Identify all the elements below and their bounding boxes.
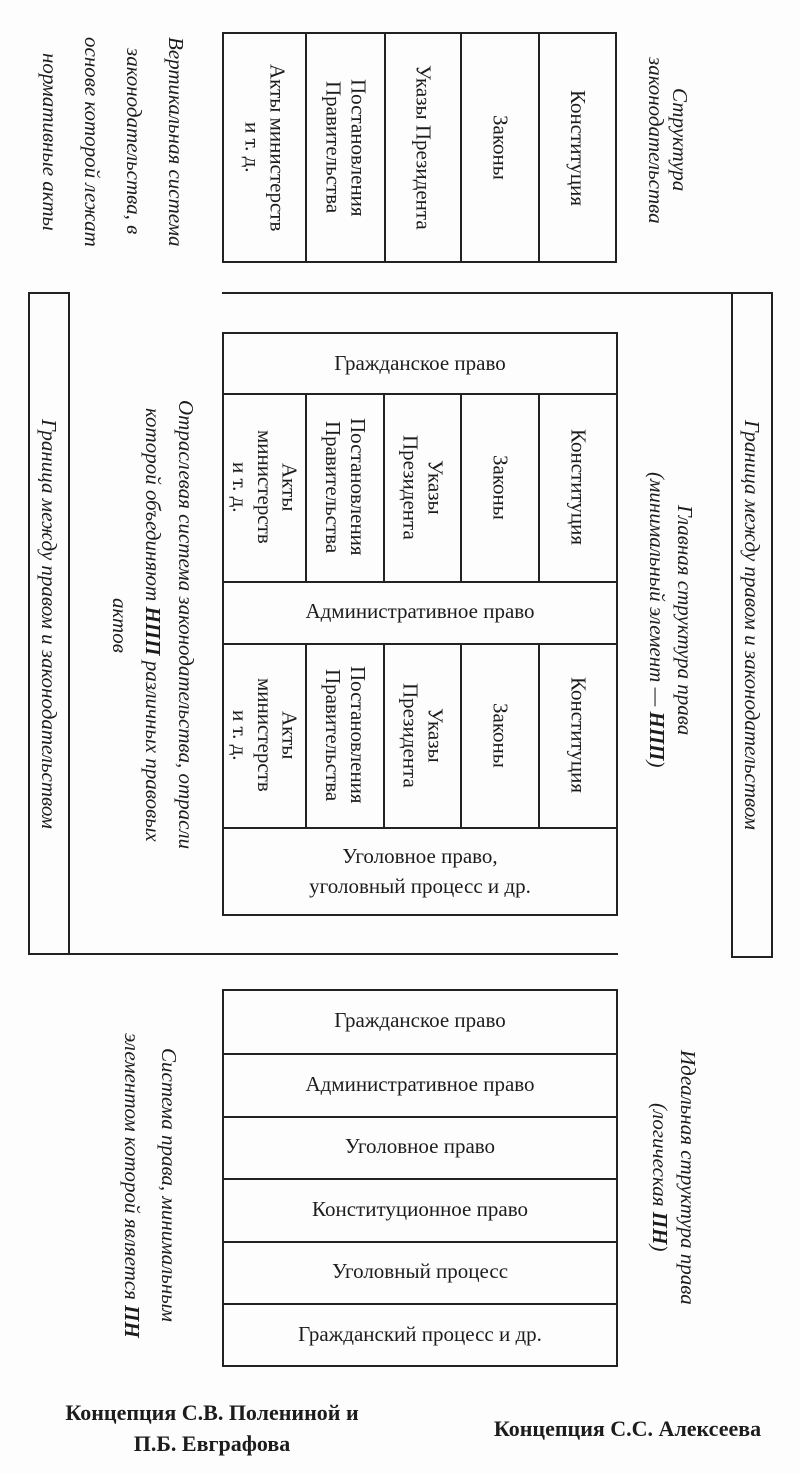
mid-cell-laws: Законы (488, 454, 513, 520)
mid-cell2-constitution: Конституция (566, 677, 591, 793)
caption-line: актов (108, 597, 132, 653)
caption-structure-of-legislation (643, 42, 693, 238)
caption-branch-system (103, 375, 202, 875)
middle-row-administrative-law: Административное право (305, 599, 535, 624)
caption-line: Вертикальная система (164, 36, 188, 247)
top-cell-president-decrees: Указы Президента (411, 65, 436, 230)
concept-polenina-evgrafov-label: Концепция С.В. Полениной и П.Б. Евграфова (65, 1400, 359, 1456)
npp-abbreviation: НПП (141, 606, 165, 656)
caption-line: законодательства, в (122, 48, 146, 235)
middle-top-boundary-line (222, 292, 773, 294)
top-cell-ministry-acts: Акты министерств и т. д. (240, 63, 290, 232)
bottom-row-administrative-law: Административное право (305, 1071, 535, 1096)
middle-row-civil-law: Гражданское право (334, 350, 506, 375)
mid-cell2-ministry-acts: Акты министерств и т. д. (228, 678, 302, 792)
bottom-row-criminal-law: Уголовное право (344, 1134, 496, 1159)
mid-cell-ministry-acts: Акты министерств и т. д. (228, 430, 302, 544)
mid-cell2-laws: Законы (488, 702, 513, 768)
border-box-left: Граница между правом и законодательством (28, 292, 70, 955)
caption-vertical-system (28, 25, 198, 258)
middle-row-criminal-law: Уголовное право, уголовный процесс и др. (309, 844, 531, 898)
bottom-row-civil-law: Гражданское право (334, 1008, 506, 1033)
mid-cell-constitution: Конституция (566, 429, 591, 545)
caption-line: основе которой лежат (80, 36, 104, 247)
pn-abbreviation: ПН (120, 1304, 144, 1338)
caption-line: элементом которой является ПН (120, 1032, 144, 1338)
caption-line: Структура (668, 88, 692, 192)
caption-line: нормативные акты (38, 52, 62, 231)
pn-abbreviation: ПН (648, 1212, 672, 1245)
caption-line: Идеальная структура права (676, 1050, 700, 1305)
top-cell-laws: Законы (488, 115, 513, 180)
caption-line: законодательства (644, 56, 668, 224)
caption-main-structure-of-law (642, 455, 700, 785)
caption-line: Отраслевая система законодательства, отрасли (174, 400, 198, 850)
border-box-right: Граница между правом и законодательством (731, 292, 773, 958)
npp-abbreviation: НПП (645, 711, 669, 761)
bottom-row-criminal-procedure: Уголовный процесс (331, 1259, 509, 1284)
caption-line: (минимальный элемент — НПП) (645, 472, 669, 768)
middle-bottom-boundary-line (28, 953, 618, 955)
caption-line: которой объединяют НПП различных правовых (141, 408, 165, 842)
top-cell-constitution: Конституция (565, 89, 590, 206)
caption-system-of-law (113, 1005, 187, 1365)
caption-ideal-structure (646, 1030, 702, 1325)
caption-line: Главная структура права (673, 504, 697, 736)
top-cell-government-decrees: Постановления Правительства (321, 78, 371, 217)
mid-cell2-government-decrees: Постановления Правительства (321, 666, 370, 804)
bottom-row-constitutional-law: Конституционное право (312, 1196, 528, 1221)
bottom-row-civil-procedure: Гражданский процесс и др. (298, 1322, 542, 1347)
mid-cell-government-decrees: Постановления Правительства (321, 418, 370, 556)
caption-line: (логическая ПН) (648, 1103, 672, 1252)
caption-line: Система права, минимальным (157, 1048, 181, 1322)
mid-cell2-president-decrees: Указы Президента (398, 682, 448, 788)
concept-alekseev-label: Концепция С.С. Алексеева (493, 1415, 762, 1441)
mid-cell-president-decrees: Указы Президента (398, 434, 448, 540)
